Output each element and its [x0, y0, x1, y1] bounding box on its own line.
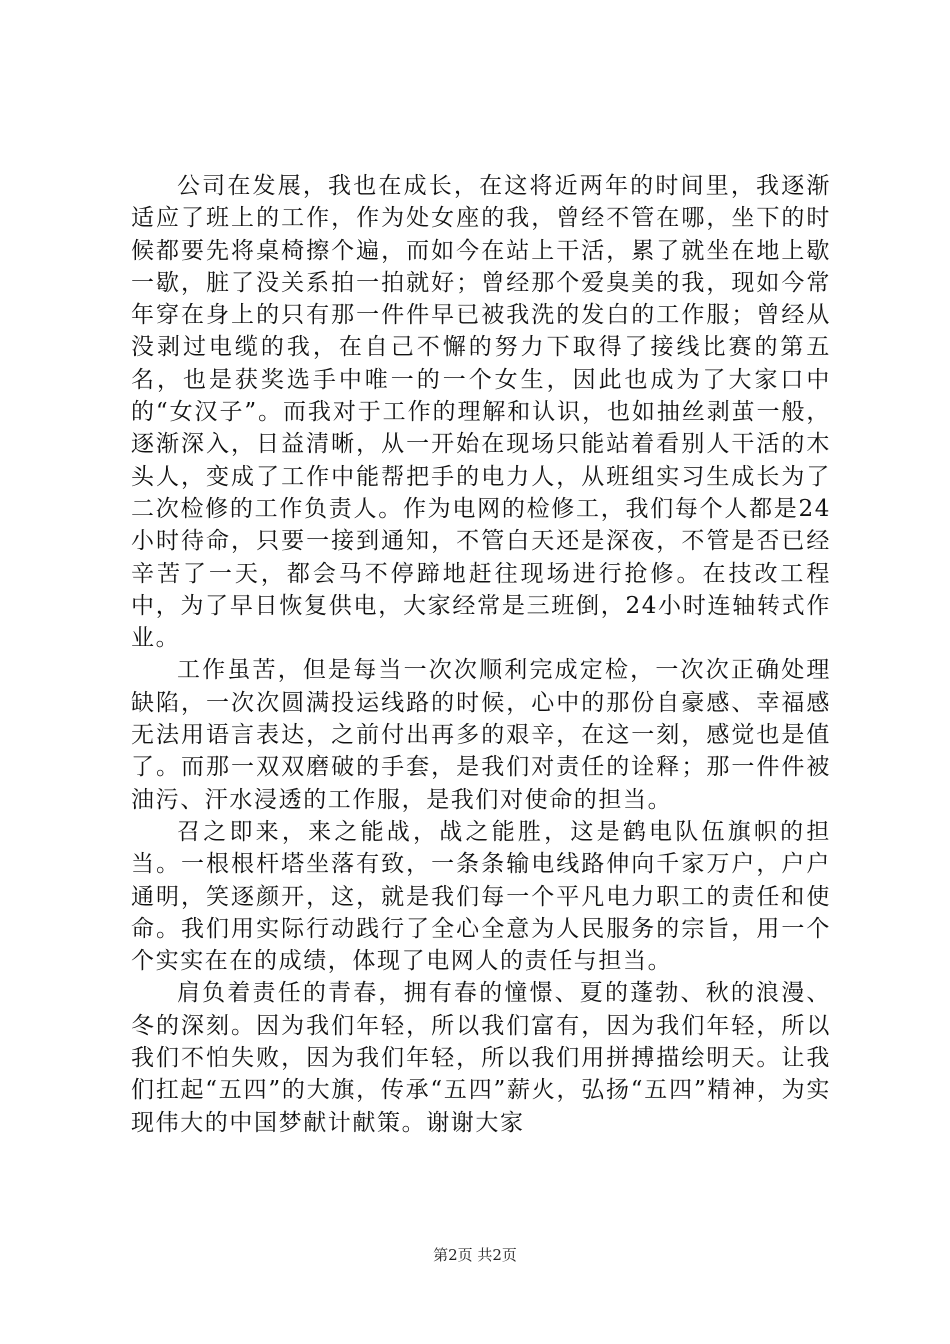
- paragraph-3: 召之即来，来之能战，战之能胜，这是鹤电队伍旗帜的担当。一根根杆塔坐落有致，一条条输电线路伸向千家万户，户户通明，笑逐颜开，这，就是我们每一个平凡电力职工的责任和使命。我们用实际行动践行了全心全意为人民服务的宗旨，用一个个实实在在的成绩，体现了电网人的责任与担当。: [131, 818, 831, 975]
- paragraph-1: 公司在发展，我也在成长，在这将近两年的时间里，我逐渐适应了班上的工作，作为处女座的我，曾经不管在哪，坐下的时候都要先将桌椅擦个遍，而如今在站上干活，累了就坐在地上歇一歇，脏了没关系拍一拍就好；曾经那个爱臭美的我，现如今常年穿在身上的只有那一件件早已被我洗的发白的工作服；曾经从没剥过电缆的我，在自己不懈的努力下取得了接线比赛的第五名，也是获奖选手中唯一的一个女生，因此也成为了大家口中的“女汉子”。而我对于工作的理解和认识，也如抽丝剥茧一般，逐渐深入，日益清晰，从一开始在现场只能站着看别人干活的木头人，变成了工作中能帮把手的电力人，从班组实习生成长为了二次检修的工作负责人。作为电网的检修工，我们每个人都是24小时待命，只要一接到通知，不管白天还是深夜，不管是否已经辛苦了一天，都会马不停蹄地赶往现场进行抢修。在技改工程中，为了早日恢复供电，大家经常是三班倒，24小时连轴转式作业。: [131, 173, 831, 652]
- paragraph-2: 工作虽苦，但是每当一次次顺利完成定检，一次次正确处理缺陷，一次次圆满投运线路的时候，心中的那份自豪感、幸福感无法用语言表达，之前付出再多的艰辛，在这一刻，感觉也是值了。而那一双双磨破的手套，是我们对责任的诠释；那一件件被油污、汗水浸透的工作服，是我们对使命的担当。: [131, 657, 831, 813]
- paragraph-4: 肩负着责任的青春，拥有春的憧憬、夏的蓬勃、秋的浪漫、冬的深刻。因为我们年轻，所以我们富有，因为我们年轻，所以我们不怕失败，因为我们年轻，所以我们用拼搏描绘明天。让我们扛起“五四”的大旗，传承“五四”薪火，弘扬“五四”精神，为实现伟大的中国梦献计献策。谢谢大家: [131, 980, 831, 1136]
- page-number-footer: 第2页 共2页: [433, 1246, 517, 1264]
- document-body: [131, 170, 831, 1139]
